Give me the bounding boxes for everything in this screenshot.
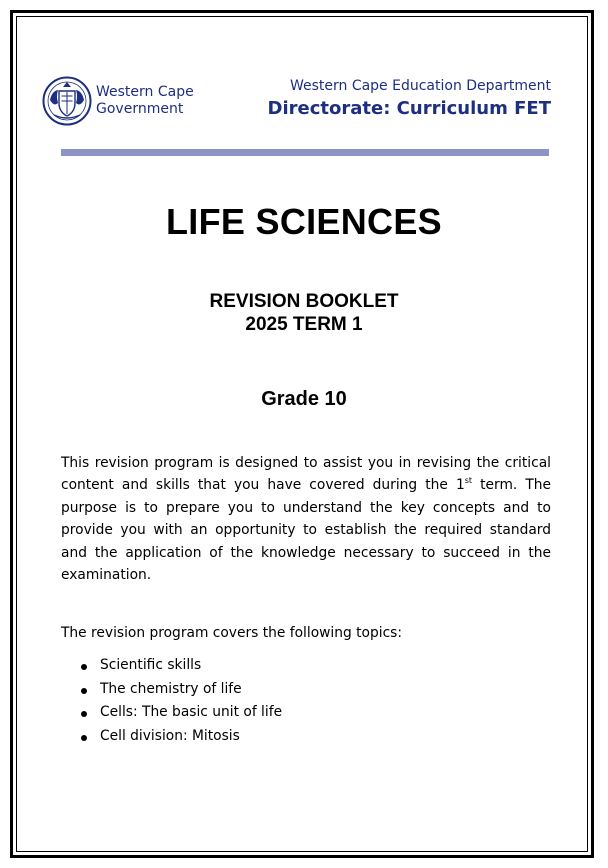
subtitle-line-2: 2025 TERM 1 bbox=[245, 314, 363, 335]
subtitle-line-1: REVISION BOOKLET bbox=[209, 291, 399, 312]
grade-label: Grade 10 bbox=[261, 388, 347, 410]
document-title: LIFE SCIENCES bbox=[166, 201, 442, 242]
intro-part-1: This revision program is designed to assist you in revising the critical content and skills that you have covered during the 1 bbox=[61, 455, 551, 494]
header-divider bbox=[61, 149, 549, 156]
document-subtitle bbox=[0, 290, 608, 336]
logo-line-2: Government bbox=[96, 101, 184, 117]
list-item: The chemistry of life bbox=[78, 681, 282, 705]
list-item: Cell division: Mitosis bbox=[78, 728, 282, 752]
intro-paragraph bbox=[61, 452, 551, 586]
coat-of-arms-crest-icon bbox=[42, 76, 92, 126]
western-cape-government-logo bbox=[42, 76, 212, 126]
intro-ordinal-suffix: st bbox=[464, 476, 473, 486]
topics-list bbox=[78, 657, 282, 751]
topics-lead-text: The revision program covers the following topics: bbox=[61, 625, 403, 641]
list-item: Cells: The basic unit of life bbox=[78, 704, 282, 728]
logo-wordmark bbox=[96, 84, 194, 118]
logo-line-1: Western Cape bbox=[96, 84, 194, 100]
department-name: Western Cape Education Department bbox=[289, 78, 551, 94]
department-heading bbox=[268, 77, 551, 121]
intro-part-2: term. The purpose is to prepare you to understand the key concepts and to provide you with an opportunity to establish the required standard and the application of the knowledge necessary to succeed in the examination. bbox=[61, 477, 552, 584]
list-item: Scientific skills bbox=[78, 657, 282, 681]
directorate-name: Directorate: Curriculum FET bbox=[267, 98, 551, 119]
